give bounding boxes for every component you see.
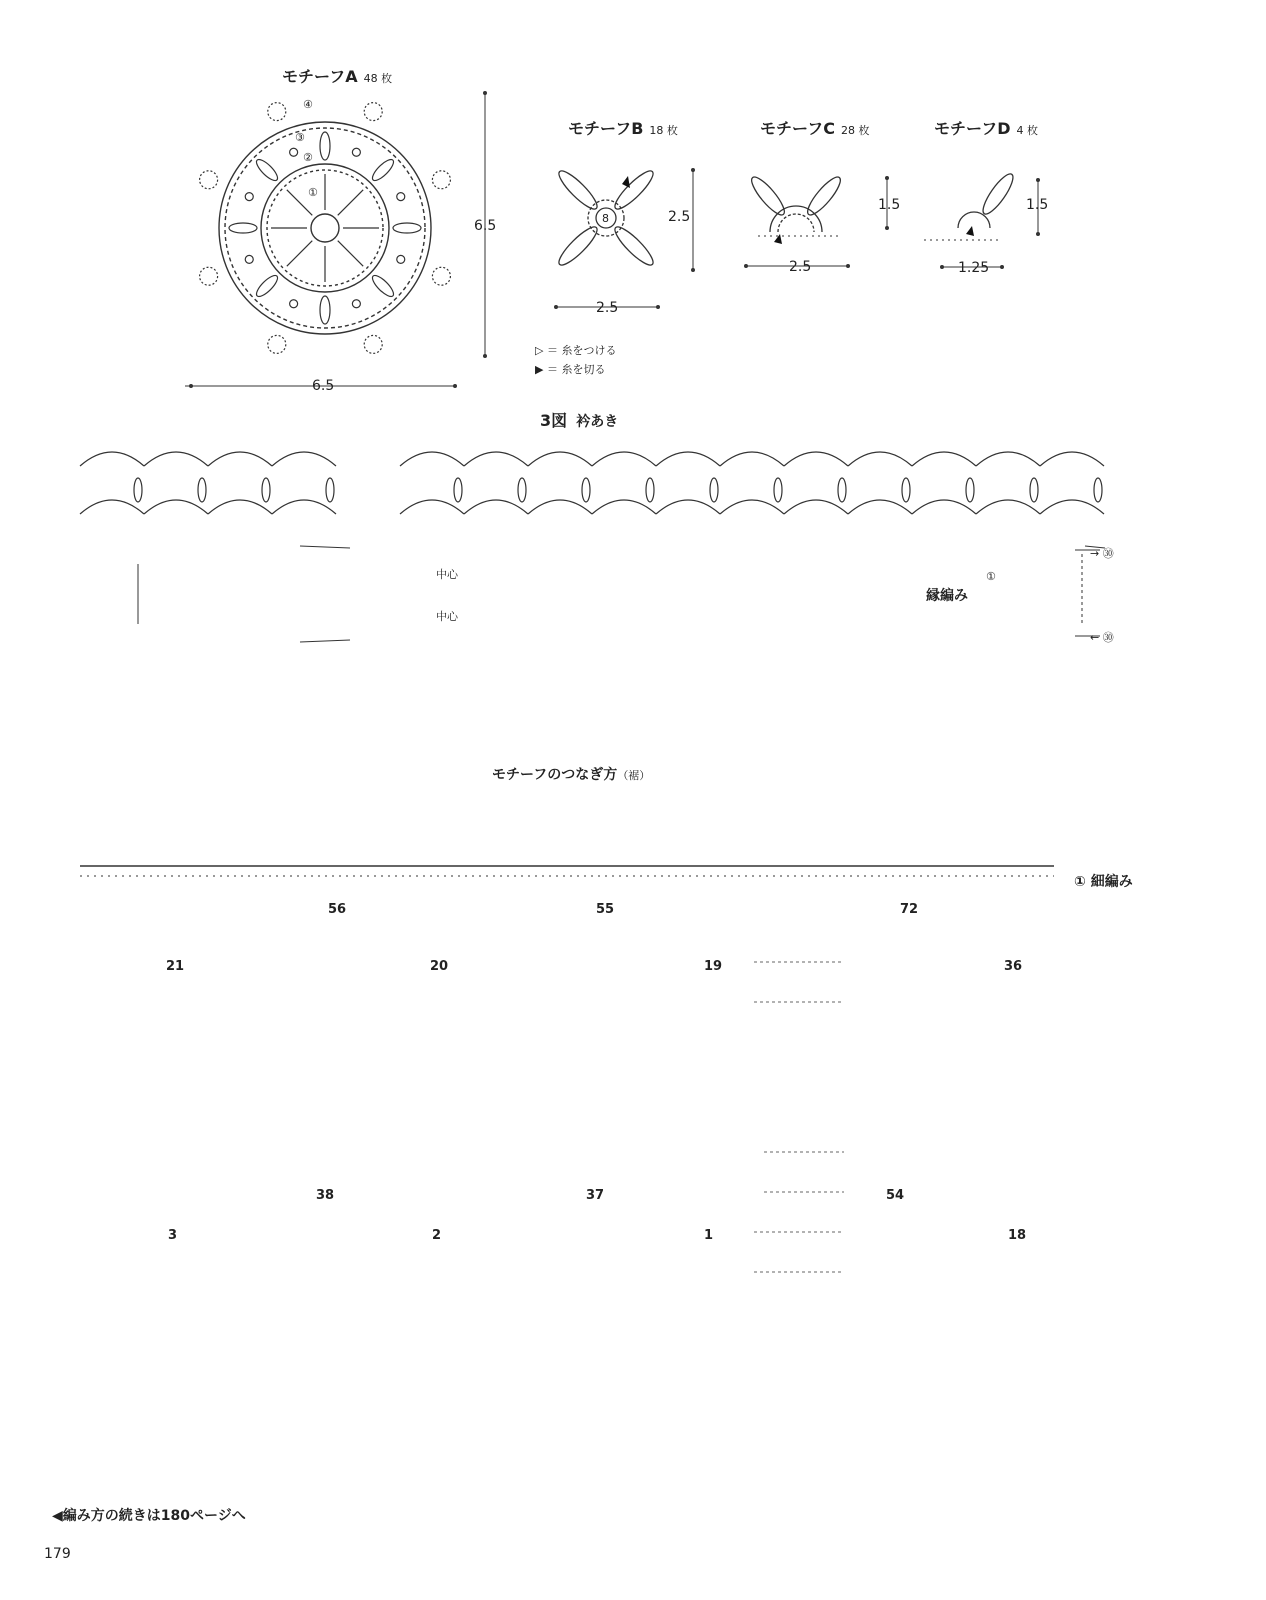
motif-b-title xyxy=(568,116,678,139)
long-stitch xyxy=(1030,478,1038,502)
long-stitch xyxy=(966,478,974,502)
bobble xyxy=(352,300,360,308)
bobble xyxy=(397,193,405,201)
motif-number-56: 56 xyxy=(328,902,347,917)
bobble xyxy=(352,148,360,156)
petal xyxy=(370,157,397,184)
long-stitch xyxy=(838,478,846,502)
scallop xyxy=(272,452,336,466)
scallop xyxy=(208,500,272,514)
figure3-round-30-bottom: ← ㉚ xyxy=(1090,631,1114,644)
motif-number-38: 38 xyxy=(316,1188,335,1203)
motif-a-width: 6.5 xyxy=(312,378,335,394)
motif-number-36: 36 xyxy=(1004,959,1023,974)
scallop xyxy=(208,452,272,466)
motif-number-3: 3 xyxy=(168,1228,178,1243)
bobble xyxy=(245,193,253,201)
scallop xyxy=(656,500,720,514)
motif-a-name: モチーフA xyxy=(282,67,358,86)
petal xyxy=(254,157,281,184)
scallop xyxy=(848,452,912,466)
scallop xyxy=(400,500,464,514)
motif-c-diagram xyxy=(740,166,910,276)
figure3-round-1: ① xyxy=(986,570,996,583)
scallop xyxy=(272,500,336,514)
picot-cluster xyxy=(364,103,382,121)
joining-subtitle: （裾） xyxy=(617,769,651,782)
scallop xyxy=(464,452,528,466)
motif-d-name: モチーフD xyxy=(934,119,1011,138)
motif-number-19: 19 xyxy=(704,959,723,974)
scallop xyxy=(528,452,592,466)
picot-cluster xyxy=(432,171,450,189)
joining-title xyxy=(492,764,650,784)
motif-number-21: 21 xyxy=(166,959,185,974)
scallop xyxy=(80,500,144,514)
joining-edge-label: ① 細編み xyxy=(1074,874,1133,890)
long-stitch xyxy=(710,478,718,502)
round-30-top-text: ㉚ xyxy=(1102,547,1114,560)
scallop xyxy=(144,452,208,466)
motif-b-diagram xyxy=(548,162,718,322)
legend-attach-text: ＝ 糸をつける xyxy=(546,344,617,357)
motif-b-name: モチーフB xyxy=(568,119,644,138)
spoke xyxy=(338,190,363,215)
scallop xyxy=(144,500,208,514)
scallop xyxy=(80,452,144,466)
bobble xyxy=(245,255,253,263)
legend-cut xyxy=(535,361,605,377)
motif-number-20: 20 xyxy=(430,959,449,974)
motif-a-round-4: ④ xyxy=(303,98,313,111)
legend-cut-text: ＝ 糸を切る xyxy=(546,363,606,376)
long-stitch xyxy=(774,478,782,502)
scallop xyxy=(592,452,656,466)
motif-a-height: 6.5 xyxy=(474,218,497,234)
motif-a-count: 48 枚 xyxy=(363,72,393,85)
picot-cluster xyxy=(432,267,450,285)
spoke xyxy=(287,241,312,266)
scallop xyxy=(1040,452,1104,466)
scallop xyxy=(912,452,976,466)
motif-c-name: モチーフC xyxy=(760,119,835,138)
long-stitch xyxy=(326,478,334,502)
motif-number-2: 2 xyxy=(432,1228,442,1243)
long-stitch xyxy=(262,478,270,502)
figure3-subtitle: 衿あき xyxy=(576,414,619,430)
motif-number-72: 72 xyxy=(900,902,919,917)
scallop xyxy=(784,500,848,514)
figure3-center-bottom: 中心 xyxy=(436,610,458,623)
petal xyxy=(370,273,397,300)
figure3-title xyxy=(540,408,618,431)
motif-number-54: 54 xyxy=(886,1188,905,1203)
motif-c-width: 2.5 xyxy=(789,259,812,275)
picot-cluster xyxy=(200,171,218,189)
figure3-number: 3図 xyxy=(540,411,568,430)
legend-attach xyxy=(535,342,616,358)
joining-diagram xyxy=(74,792,1074,1472)
motif-d-count: 4 枚 xyxy=(1016,124,1038,137)
motif-a-title xyxy=(282,64,392,87)
scallop xyxy=(784,452,848,466)
motif-c-height: 1.5 xyxy=(878,197,901,213)
motif-b-center: 8 xyxy=(602,212,609,225)
long-stitch xyxy=(902,478,910,502)
motif-number-1: 1 xyxy=(704,1228,714,1243)
motif-a-round-2: ② xyxy=(303,151,313,164)
figure3-center-top: 中心 xyxy=(436,568,458,581)
motif-c-count: 28 枚 xyxy=(840,124,870,137)
motif-b-height: 2.5 xyxy=(668,209,691,225)
bobble xyxy=(290,148,298,156)
petal xyxy=(320,296,330,324)
scallop xyxy=(976,500,1040,514)
motif-a-round-3: ③ xyxy=(295,131,305,144)
scallop xyxy=(976,452,1040,466)
bobble xyxy=(290,300,298,308)
motif-number-55: 55 xyxy=(596,902,615,917)
motif-b-width: 2.5 xyxy=(596,300,619,316)
figure3-diagram xyxy=(70,436,1130,746)
motif-d-title xyxy=(934,116,1038,139)
motif-a-diagram xyxy=(185,88,495,398)
continue-note: ◀編み方の続きは180ページへ xyxy=(52,1508,246,1524)
motif-d-width: 1.25 xyxy=(958,260,990,276)
long-stitch xyxy=(454,478,462,502)
joining-title-text: モチーフのつなぎ方 xyxy=(492,767,618,783)
long-stitch xyxy=(134,478,142,502)
bobble xyxy=(397,255,405,263)
attach-yarn-icon: ▷ xyxy=(535,344,544,357)
scallop xyxy=(528,500,592,514)
scallop xyxy=(848,500,912,514)
scallop xyxy=(464,500,528,514)
motif-c-title xyxy=(760,116,869,139)
spoke xyxy=(338,241,363,266)
picot-cluster xyxy=(268,335,286,353)
long-stitch xyxy=(646,478,654,502)
long-stitch xyxy=(1094,478,1102,502)
scallop xyxy=(720,452,784,466)
long-stitch xyxy=(518,478,526,502)
petal xyxy=(229,223,257,233)
motif-number-37: 37 xyxy=(586,1188,605,1203)
figure3-edge-label: 縁編み xyxy=(926,588,968,604)
scallop xyxy=(1040,500,1104,514)
picot-cluster xyxy=(268,103,286,121)
scallop xyxy=(720,500,784,514)
scallop xyxy=(656,452,720,466)
scallop xyxy=(400,452,464,466)
petal xyxy=(254,273,281,300)
petal xyxy=(393,223,421,233)
long-stitch xyxy=(198,478,206,502)
cut-yarn-icon: ▶ xyxy=(535,363,544,376)
figure3-round-30-top: → ㉚ xyxy=(1090,547,1114,560)
motif-number-18: 18 xyxy=(1008,1228,1027,1243)
motif-d-height: 1.5 xyxy=(1026,197,1049,213)
motif-a-round-1: ① xyxy=(308,186,318,199)
picot-cluster xyxy=(364,335,382,353)
scallop xyxy=(912,500,976,514)
round-30-bottom-text: ㉚ xyxy=(1102,631,1114,644)
page-number: 179 xyxy=(44,1546,71,1562)
scallop xyxy=(592,500,656,514)
long-stitch xyxy=(582,478,590,502)
petal xyxy=(320,132,330,160)
motif-b-count: 18 枚 xyxy=(649,124,678,137)
picot-cluster xyxy=(200,267,218,285)
